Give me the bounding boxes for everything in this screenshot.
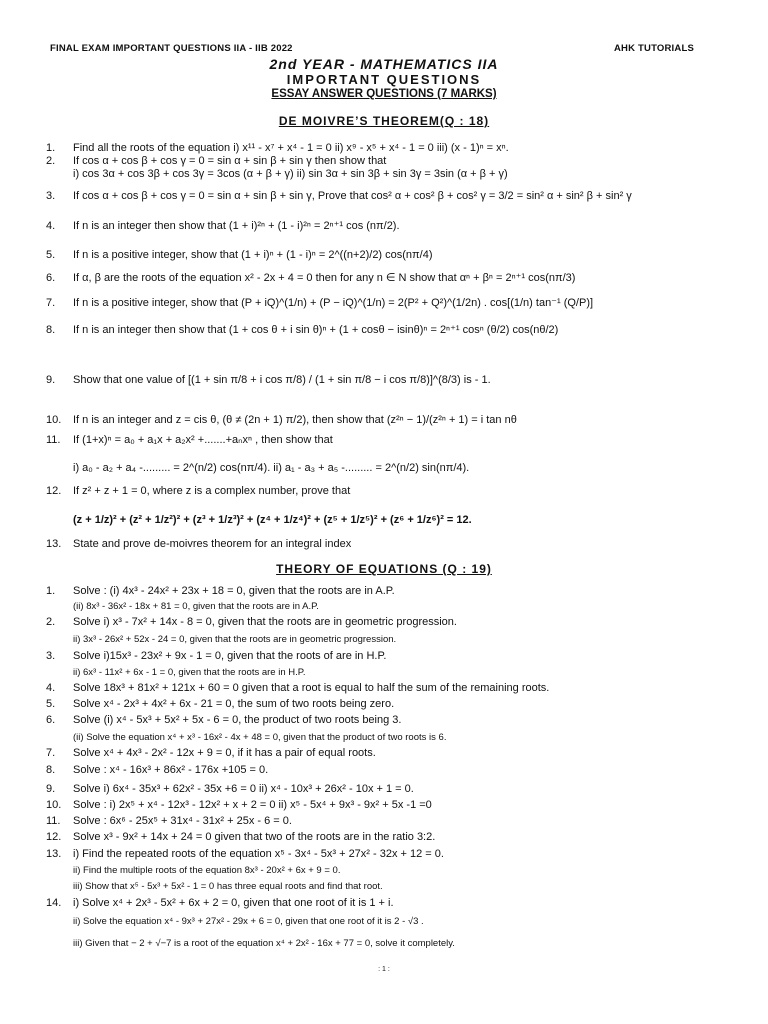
question-number: 5. [46, 698, 56, 710]
question-number: 7. [46, 297, 56, 309]
section-heading-theory-of-equations: THEORY OF EQUATIONS (Q : 19) [276, 562, 492, 576]
question-text: Solve i)15x³ - 23x² + 9x - 1 = 0, given that the roots of are in H.P. [73, 650, 387, 662]
question-number: 6. [46, 272, 56, 284]
question-number: 7. [46, 747, 56, 759]
question-text: State and prove de-moivres theorem for an integral index [73, 538, 352, 550]
question-text: If cos α + cos β + cos γ = 0 = sin α + sin β + sin γ then show that [73, 155, 387, 167]
question-number: 2. [46, 616, 56, 628]
question-number: 13. [46, 848, 62, 860]
question-number: 9. [46, 374, 56, 386]
question-text: iii) Show that x⁵ - 5x³ + 5x² - 1 = 0 has three equal roots and find that root. [73, 881, 383, 892]
essay-title: ESSAY ANSWER QUESTIONS (7 MARKS) [271, 88, 497, 100]
question-number: 10. [46, 799, 62, 811]
header-right: AHK TUTORIALS [613, 43, 694, 54]
question-number: 11. [46, 434, 61, 446]
question-text: i) Solve x⁴ + 2x³ - 5x² + 6x + 2 = 0, given that one root of it is 1 + i. [73, 897, 394, 909]
question-text: Solve i) x³ - 7x² + 14x - 8 = 0, given that the roots are in geometric progression. [73, 616, 457, 628]
question-text: Solve : x⁴ - 16x³ + 86x² - 176x +105 = 0. [73, 764, 269, 776]
main-title: 2nd YEAR - MATHEMATICS IIA [269, 56, 499, 72]
page-number: : 1 : [378, 966, 390, 973]
question-text: ii) 6x³ - 11x² + 6x - 1 = 0, given that the roots are in H.P. [73, 667, 306, 678]
question-text: Solve : (i) 4x³ - 24x² + 23x + 18 = 0, given that the roots are in A.P. [73, 585, 395, 597]
question-text: Solve x⁴ - 2x³ + 4x² + 6x - 21 = 0, the sum of two roots being zero. [73, 698, 395, 710]
question-text: Solve x⁴ + 4x³ - 2x² - 12x + 9 = 0, if it has a pair of equal roots. [73, 747, 376, 759]
question-text: If z² + z + 1 = 0, where z is a complex number, prove that [73, 485, 351, 497]
question-number: 3. [46, 190, 56, 202]
question-text: ii) 3x³ - 26x² + 52x - 24 = 0, given that the roots are in geometric progression. [73, 634, 397, 645]
question-text: ii) Find the multiple roots of the equation 8x³ - 20x² + 6x + 9 = 0. [73, 865, 341, 876]
question-text: If n is a positive integer, show that (P + iQ)^(1/n) + (P − iQ)^(1/n) = 2(P² + Q²)^(1/2n) . cos[(1/n) tan⁻¹ (Q/P)] [73, 297, 594, 309]
question-number: 13. [46, 538, 62, 550]
question-number: 10. [46, 414, 62, 426]
question-text: Solve 18x³ + 81x² + 121x + 60 = 0 given that a root is equal to half the sum of the remaining roots. [73, 682, 550, 694]
question-text: i) cos 3α + cos 3β + cos 3γ = 3cos (α + β + γ) ii) sin 3α + sin 3β + sin 3γ = 3sin (α + β + γ) [73, 168, 508, 180]
question-text: i) a₀ - a₂ + a₄ -......... = 2^(n/2) cos(nπ/4). ii) a₁ - a₃ + a₅ -......... = 2^(n/2) sin(nπ/4). [73, 462, 470, 474]
question-text: (z + 1/z)² + (z² + 1/z²)² + (z³ + 1/z³)² + (z⁴ + 1/z⁴)² + (z⁵ + 1/z⁵)² + (z⁶ + 1/z⁶)² = 12. [73, 514, 472, 526]
question-text: If n is a positive integer, show that (1 + i)ⁿ + (1 - i)ⁿ = 2^((n+2)/2) cos(nπ/4) [73, 249, 433, 261]
question-number: 14. [46, 897, 62, 909]
question-text: Solve : i) 2x⁵ + x⁴ - 12x³ - 12x² + x + 2 = 0 ii) x⁵ - 5x⁴ + 9x³ - 9x² + 5x -1 =0 [73, 799, 432, 811]
question-number: 11. [46, 815, 61, 827]
question-text: iii) Given that − 2 + √−7 is a root of the equation x⁴ + 2x² - 16x + 77 = 0, solve it completely. [73, 938, 455, 949]
section-heading-de-moivre: DE MOIVRE’S THEOREM(Q : 18) [278, 114, 490, 128]
question-number: 2. [46, 155, 56, 167]
question-number: 12. [46, 485, 62, 497]
subtitle: IMPORTANT QUESTIONS [286, 72, 482, 87]
question-text: Find all the roots of the equation i) x¹¹ - x⁷ + x⁴ - 1 = 0 ii) x⁹ - x⁵ + x⁴ - 1 = 0 iii) (x - 1)ⁿ = xⁿ. [73, 142, 509, 154]
question-text: If n is an integer then show that (1 + cos θ + i sin θ)ⁿ + (1 + cosθ − isinθ)ⁿ = 2ⁿ⁺¹ cosⁿ (θ/2) cos(nθ/2) [73, 324, 559, 336]
question-number: 6. [46, 714, 56, 726]
question-text: If n is an integer and z = cis θ, (θ ≠ (2n + 1) π/2), then show that (z²ⁿ − 1)/(z²ⁿ + 1) = i tan nθ [73, 414, 517, 426]
question-text: Show that one value of [(1 + sin π/8 + i cos π/8) / (1 + sin π/8 − i cos π/8)]^(8/3) is - 1. [73, 374, 491, 386]
question-text: If α, β are the roots of the equation x² - 2x + 4 = 0 then for any n ∈ N show that αⁿ + βⁿ = 2ⁿ⁺¹ cos(nπ/3) [73, 272, 576, 284]
question-number: 12. [46, 831, 62, 843]
question-text: Solve x³ - 9x² + 14x + 24 = 0 given that two of the roots are in the ratio 3:2. [73, 831, 436, 843]
question-text: If n is an integer then show that (1 + i)²ⁿ + (1 - i)²ⁿ = 2ⁿ⁺¹ cos (nπ/2). [73, 220, 400, 232]
question-number: 4. [46, 682, 56, 694]
question-text: Solve (i) x⁴ - 5x³ + 5x² + 5x - 6 = 0, the product of two roots being 3. [73, 714, 402, 726]
question-number: 8. [46, 764, 56, 776]
question-text: (ii) 8x³ - 36x² - 18x + 81 = 0, given that the roots are in A.P. [73, 601, 319, 612]
question-text: i) Find the repeated roots of the equation x⁵ - 3x⁴ - 5x³ + 27x² - 32x + 12 = 0. [73, 848, 444, 860]
question-number: 1. [46, 142, 56, 154]
question-number: 3. [46, 650, 56, 662]
question-number: 5. [46, 249, 56, 261]
question-text: If cos α + cos β + cos γ = 0 = sin α + sin β + sin γ, Prove that cos² α + cos² β + cos² γ = 3/2 = sin² α + sin² β + sin² γ [73, 190, 632, 202]
question-text: If (1+x)ⁿ = a₀ + a₁x + a₂x² +.......+aₙxⁿ , then show that [73, 434, 333, 446]
question-text: Solve : 6x⁶ - 25x⁵ + 31x⁴ - 31x² + 25x - 6 = 0. [73, 815, 292, 827]
question-text: (ii) Solve the equation x⁴ + x³ - 16x² - 4x + 48 = 0, given that the product of two roots is 6. [73, 732, 447, 743]
header-left: FINAL EXAM IMPORTANT QUESTIONS IIA - IIB 2022 [50, 43, 293, 54]
question-number: 4. [46, 220, 56, 232]
question-text: Solve i) 6x⁴ - 35x³ + 62x² - 35x +6 = 0 ii) x⁴ - 10x³ + 26x² - 10x + 1 = 0. [73, 783, 414, 795]
question-number: 1. [46, 585, 56, 597]
question-number: 8. [46, 324, 56, 336]
question-number: 9. [46, 783, 56, 795]
question-text: ii) Solve the equation x⁴ - 9x³ + 27x² - 29x + 6 = 0, given that one root of it is 2 - √3 . [73, 916, 424, 927]
